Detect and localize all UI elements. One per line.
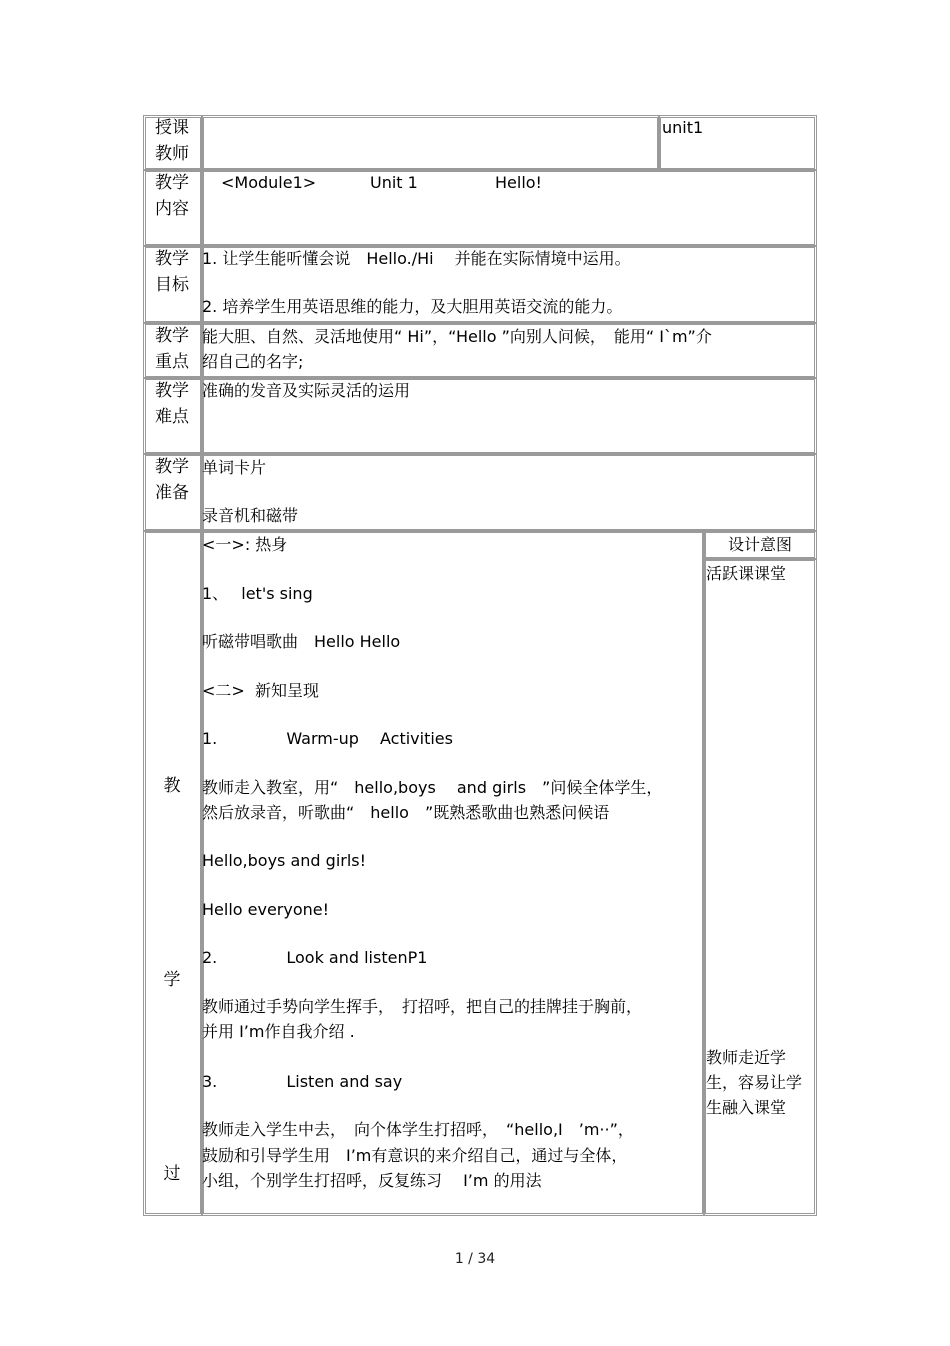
row-label-difficulties: 教学 难点	[155, 381, 189, 427]
process-line: 并用 I’m作自我介绍 .	[202, 1022, 355, 1041]
row-label-prep: 教学 准备	[155, 457, 189, 503]
page-number: 1 / 34	[454, 1251, 496, 1267]
process-line: 教师走入教室，用“ hello,boys and girls ”问候全体学生，	[202, 778, 663, 797]
design-header: 设计意图	[727, 535, 792, 554]
prep-line-2: 录音机和磁带	[202, 506, 299, 525]
process-line: 教师通过手势向学生挥手， 打招呼，把自己的挂牌挂于胸前，	[202, 997, 643, 1016]
process-line: 3. Listen and say	[202, 1072, 403, 1091]
row-label-goals: 教学 目标	[155, 249, 189, 295]
process-line: Hello everyone!	[202, 900, 330, 919]
row-label-content: 教学 内容	[155, 173, 189, 219]
content-unit: Unit 1	[370, 173, 418, 192]
process-line: 听磁带唱歌曲 Hello Hello	[202, 632, 401, 651]
process-label-char-2: 学	[163, 970, 181, 990]
design-note-1: 活跃课课堂	[706, 564, 787, 583]
keypoint-line-1: 能大胆、自然、灵活地使用“ Hi”，“Hello ”向别人问候， 能用“ I`m”介	[202, 327, 712, 346]
unit-value: unit1	[662, 118, 704, 137]
process-line: 2. Look and listenP1	[202, 948, 428, 967]
difficulty-line-1: 准确的发音及实际灵活的运用	[202, 381, 411, 400]
process-line: 小组，个别学生打招呼，反复练习 I’m 的用法	[202, 1171, 542, 1190]
design-note-2-line-1: 教师走近学	[706, 1048, 787, 1067]
process-line: 鼓励和引导学生用 I’m有意识的来介绍自己，通过与全体，	[202, 1146, 628, 1165]
content-module: <Module1>	[221, 173, 317, 192]
process-label-char-3: 过	[163, 1164, 181, 1184]
process-line: <二> 新知呈现	[202, 681, 319, 700]
process-line: 1、 let's sing	[202, 584, 313, 603]
process-line: Hello,boys and girls!	[202, 851, 367, 870]
row-label-keypoints: 教学 重点	[155, 326, 189, 372]
process-line: 然后放录音，听歌曲“ hello ”既熟悉歌曲也熟悉问候语	[202, 803, 610, 822]
keypoint-line-2: 绍自己的名字;	[202, 352, 304, 371]
design-note-2-line-2: 生，容易让学	[706, 1073, 803, 1092]
goal-line-2: 2. 培养学生用英语思维的能力，及大胆用英语交流的能力。	[202, 297, 623, 316]
process-line: <一>: 热身	[202, 535, 288, 554]
process-line: 教师走入学生中去， 向个体学生打招呼， “hello,I ’m··”，	[202, 1120, 634, 1139]
prep-line-1: 单词卡片	[202, 458, 267, 477]
goal-line-1: 1. 让学生能听懂会说 Hello./Hi 并能在实际情境中运用。	[202, 249, 631, 268]
label-cell-process	[143, 530, 203, 1216]
content-title: Hello!	[495, 173, 542, 192]
design-note-2-line-3: 生融入课堂	[706, 1098, 787, 1117]
row-label-teacher: 授课 教师	[155, 118, 189, 164]
process-line: 1. Warm-up Activities	[202, 729, 453, 748]
teacher-cell	[201, 115, 660, 171]
process-label-char-1: 教	[163, 776, 181, 796]
